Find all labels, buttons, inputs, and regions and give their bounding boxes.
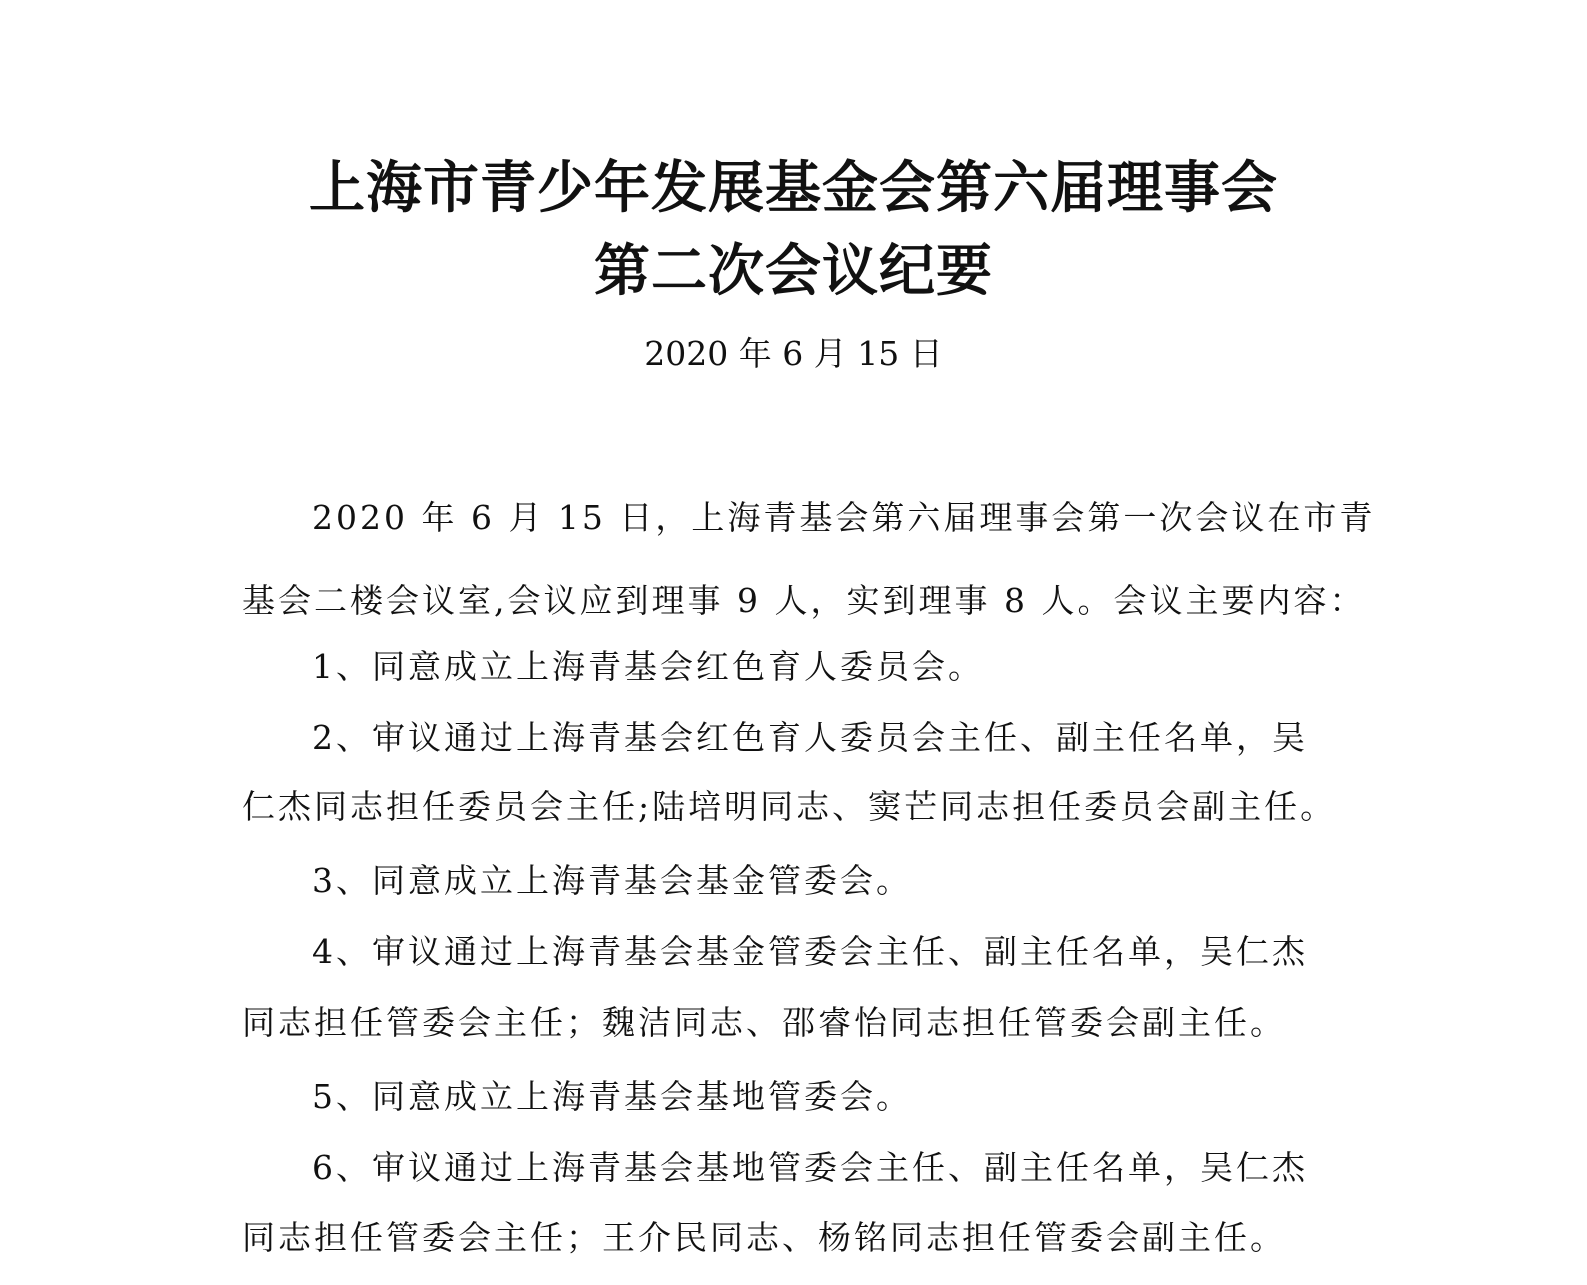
body-list-item-continuation: 同志担任管委会主任；魏洁同志、邵睿怡同志担任管委会副主任。 [242, 1003, 1286, 1042]
body-list-item: 4、审议通过上海青基会基金管委会主任、副主任名单，吴仁杰 [312, 932, 1308, 971]
body-list-item: 1、同意成立上海青基会红色育人委员会。 [312, 647, 984, 686]
document-date: 2020 年 6 月 15 日 [644, 334, 943, 373]
body-paragraph-line: 2020 年 6 月 15 日，上海青基会第六届理事会第一次会议在市青 [312, 498, 1376, 537]
body-list-item: 5、同意成立上海青基会基地管委会。 [312, 1077, 912, 1116]
body-list-item: 2、审议通过上海青基会红色育人委员会主任、副主任名单，吴 [312, 718, 1308, 757]
body-list-item-continuation: 仁杰同志担任委员会主任;陆培明同志、窦芒同志担任委员会副主任。 [242, 787, 1337, 826]
body-paragraph-line: 基会二楼会议室,会议应到理事 9 人，实到理事 8 人。会议主要内容： [242, 581, 1366, 620]
body-list-item: 6、审议通过上海青基会基地管委会主任、副主任名单，吴仁杰 [312, 1148, 1308, 1187]
body-list-item: 3、同意成立上海青基会基金管委会。 [312, 861, 912, 900]
body-list-item-continuation: 同志担任管委会主任；王介民同志、杨铭同志担任管委会副主任。 [242, 1218, 1286, 1257]
document-title-line-2: 第二次会议纪要 [594, 239, 993, 304]
document-title-line-1: 上海市青少年发展基金会第六届理事会 [309, 156, 1278, 221]
